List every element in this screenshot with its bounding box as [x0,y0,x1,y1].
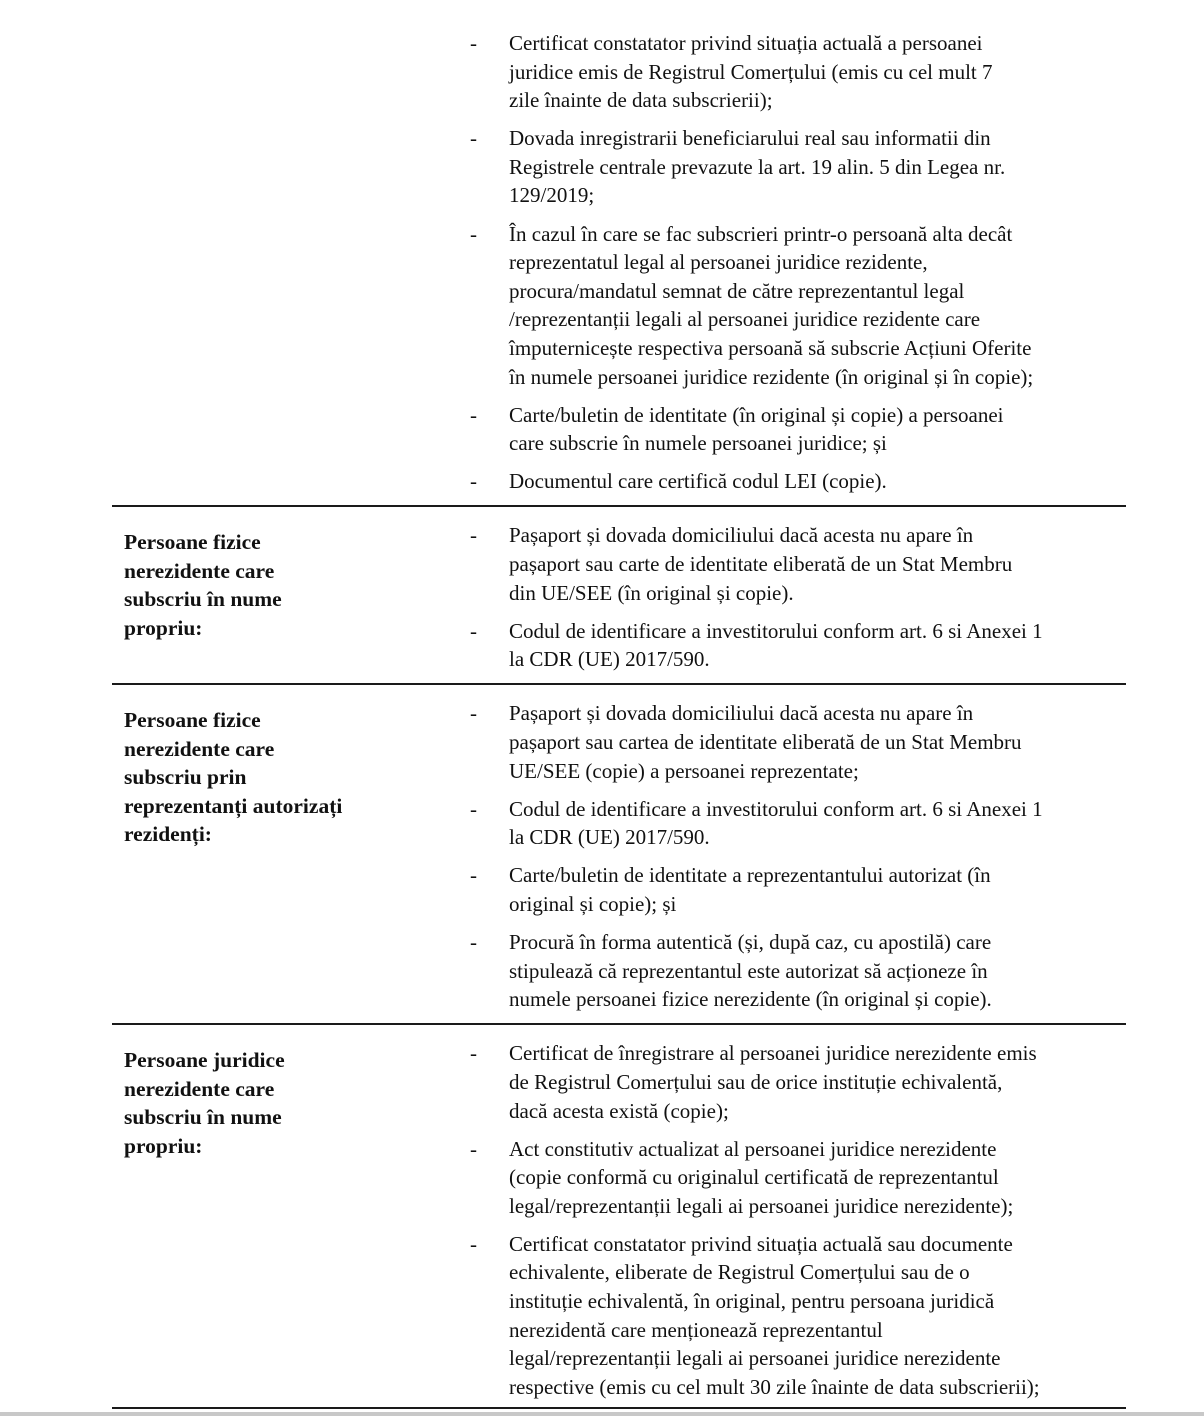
list-item [458,928,1116,1014]
list-item-text: Documentul care certifică codul LEI (copie). [509,469,887,494]
table-row-nonresident-legal-entities-own-name [112,1023,1126,1411]
list-item-text: Act constitutiv actualizat al persoanei juridice nerezidente (copie conformă cu originalul certificată de reprezentantul legal/reprezentanții legali ai persoanei juridice nerezidente); [509,1136,1014,1218]
row-label-text: Persoane fizice nerezidente care subscriu prin reprezentanți autorizați rezidenți: [124,708,343,847]
requirements-list [458,29,1126,505]
list-item [458,1230,1116,1402]
row-label [112,521,458,683]
dash-bullet: - [470,221,477,246]
row-label-text: Persoane fizice nerezidente care subscriu în nume propriu: [124,530,282,640]
list-item [458,1039,1116,1125]
list-item-text: În cazul în care se fac subscrieri printr-o persoană alta decât reprezentatul legal al persoanei juridice rezidente, procura/mandatul semnat de către reprezentantul legal /reprezentanții legali al persoanei juridice rezidente care împuternicește respectiva persoană să subscrie Acțiuni Oferite în numele persoanei juridice rezidente (în original și în copie); [509,221,1034,389]
table-bottom-border [112,1407,1126,1409]
list-item-text: Codul de identificare a investitorului conform art. 6 si Anexei 1 la CDR (UE) 2017/590. [509,796,1043,850]
dash-bullet: - [470,863,477,888]
dash-bullet: - [470,930,477,955]
row-label [112,1039,458,1411]
list-item-text: Codul de identificare a investitorului conform art. 6 si Anexei 1 la CDR (UE) 2017/590. [509,618,1043,672]
list-item [458,861,1116,918]
list-item [458,467,1116,496]
list-item [458,521,1116,607]
list-item-text: Certificat de înregistrare al persoanei juridice nerezidente emis de Registrul Comerțului sau de orice instituție echivalentă, dacă acesta există (copie); [509,1041,1037,1123]
dash-bullet: - [470,618,477,643]
dash-bullet: - [470,796,477,821]
list-item [458,795,1116,852]
dash-bullet: - [470,469,477,494]
dash-bullet: - [470,31,477,55]
requirements-list [458,521,1126,683]
list-item-text: Dovada inregistrarii beneficiarului real sau informatii din Registrele centrale prevazute la art. 19 alin. 5 din Legea nr. 129/2019; [509,126,1006,208]
row-label [112,29,458,505]
row-label [112,699,458,1023]
dash-bullet: - [470,1041,477,1066]
list-item-text: Procură în forma autentică (și, după caz, cu apostilă) care stipulează că reprezentantul este autorizat să acționeze în numele persoanei fizice nerezidente (în original și copie). [509,930,992,1012]
list-item [458,401,1116,458]
table-row-nonresident-individuals-own-name [112,505,1126,683]
list-item [458,617,1116,674]
dash-bullet: - [470,1136,477,1161]
list-item-text: Pașaport și dovada domiciliului dacă acesta nu apare în pașaport sau cartea de identitate eliberată de un Stat Membru UE/SEE (copie) a persoanei reprezentate; [509,701,1022,783]
list-item-text: Pașaport și dovada domiciliului dacă acesta nu apare în pașaport sau carte de identitate eliberată de un Stat Membru din UE/SEE (în original și copie). [509,523,1013,605]
requirements-list [458,1039,1126,1411]
table-row-nonresident-individuals-via-representatives [112,683,1126,1023]
list-item [458,220,1116,392]
list-item-text: Carte/buletin de identitate (în original și copie) a persoanei care subscrie în numele persoanei juridice; și [509,402,1004,456]
list-item-text: Carte/buletin de identitate a reprezentantului autorizat (în original și copie); și [509,863,991,916]
page-edge-divider [0,1412,1204,1416]
requirements-list [458,699,1126,1023]
list-item [458,29,1116,115]
list-item [458,124,1116,210]
list-item-text: Certificat constatator privind situația actuală a persoanei juridice emis de Registrul Comerțului (emis cu cel mult 7 zile înainte de data subscrierii); [509,31,993,113]
list-item [458,1135,1116,1221]
dash-bullet: - [470,1231,477,1256]
dash-bullet: - [470,701,477,726]
table-row-resident-legal-entities-continued [112,0,1126,505]
dash-bullet: - [470,402,477,427]
list-item [458,699,1116,785]
list-item-text: Certificat constatator privind situația actuală sau documente echivalente, eliberate de Registrul Comerțului sau de o instituție echivalentă, în original, pentru persoana juridică nerezidentă care menționează reprezentantul legal/reprezentanții legali ai persoanei juridice nerezidente respective (emis cu cel mult 30 zile înainte de data subscrierii); [509,1231,1040,1399]
dash-bullet: - [470,126,477,151]
dash-bullet: - [470,523,477,548]
document-table [112,0,1126,1411]
row-label-text: Persoane juridice nerezidente care subscriu în nume propriu: [124,1048,285,1158]
